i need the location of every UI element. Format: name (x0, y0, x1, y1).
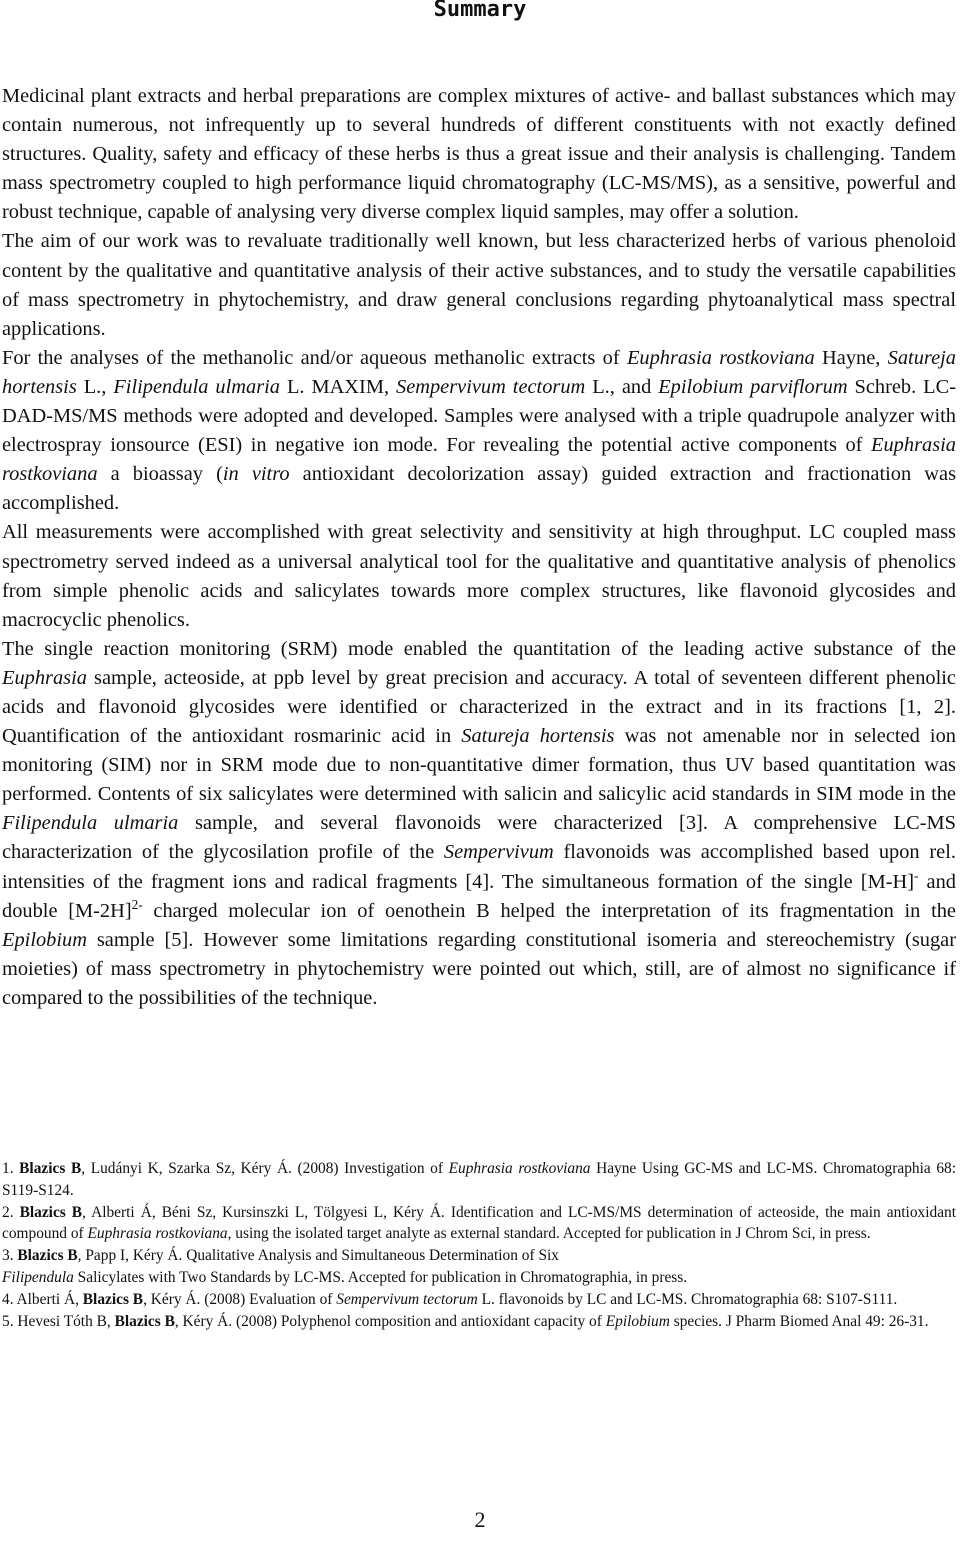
author-highlight: Blazics B (17, 1247, 78, 1265)
text-run: , Papp I, Kéry Á. Qualitative Analysis and Simultaneous Determination of Six (77, 1247, 559, 1265)
text-run: , using the isolated target analyte as external standard. Accepted for publication in J Chrom Sci, in press. (227, 1225, 871, 1243)
italic-run: Epilobium parviflorum (658, 375, 848, 398)
italic-run: Euphrasia rostkoviana (448, 1160, 591, 1177)
text-run: Medicinal plant extracts and herbal preparations are complex mixtures of active- and ballast substances which may contain numerous, not infrequently up to several hundreds of different constituents with not exactly defined structures. Quality, safety and efficacy of these herbs is thus a great issue and their analysis is challenging. Tandem mass spectrometry coupled to high performance liquid chromatography (LC-MS/MS), as a sensitive, powerful and robust technique, capable of analysing very diverse complex liquid samples, may offer a solution. (2, 85, 956, 224)
italic-run: Filipendula ulmaria (113, 375, 280, 398)
italic-run: Euphrasia rostkoviana (87, 1225, 228, 1243)
text-run: species. J Pharm Biomed Anal 49: 26-31. (669, 1312, 929, 1330)
reference-list (2, 1158, 956, 1332)
text-run: 3. (2, 1247, 18, 1265)
text-run: , Kéry Á. (2008) Evaluation of (143, 1290, 337, 1308)
italic-run: Satureja hortensis (461, 725, 615, 748)
italic-run: Sempervivum tectorum (336, 1290, 478, 1308)
text-run: 1. (2, 1160, 20, 1177)
text-run: The aim of our work was to revaluate traditionally well known, but less characterized herbs of various phenoloid content by the qualitative and quantitative analysis of their active substances, and to study the versatile capabilities of mass spectrometry in phytochemistry, and draw general conclusions regarding phytoanalytical mass spectral applications. (2, 230, 956, 340)
text-run: charged molecular ion of oenothein B helped the interpretation of its fragmentation in the (142, 899, 956, 922)
italic-run: Euphrasia rostkoviana (626, 346, 815, 369)
text-run: L. flavonoids by LC and LC-MS. Chromatographia 68: S107-S111. (477, 1290, 898, 1308)
italic-run: Epilobium (2, 928, 87, 951)
italic-run: in vitro (222, 463, 290, 486)
text-run: All measurements were accomplished with great selectivity and sensitivity at high throughput. LC coupled mass spectrometry served indeed as a universal analytical tool for the qualitative and quantitative analysis of phenolics from simple phenolic acids and salicylates towards more complex structures, like flavonoid glycosides and macrocyclic phenolics. (2, 521, 956, 631)
reference-item-5 (2, 1311, 956, 1333)
text-run: sample, and several flavonoids were characterized [3]. A comprehensive LC-MS characterization of the glycosilation profile of the (2, 812, 956, 864)
reference-item-2 (2, 1202, 956, 1246)
text-run: L., and (585, 375, 659, 398)
text-run: 5. Hevesi Tóth B, (2, 1312, 115, 1330)
text-run: For the analyses of the methanolic and/or aqueous methanolic extracts of (2, 346, 627, 369)
italic-run: Euphrasia (2, 666, 87, 689)
text-run: sample, acteoside, at ppb level by great precision and accuracy. A total of seventeen different phenolic acids and flavonoid glycosides were identified or characterized in the extract and in its fractions [1, 2]. Quantification of the antioxidant rosmarinic acid in (2, 666, 956, 748)
italic-run: Sempervivum (443, 841, 554, 864)
text-run: Salicylates with Two Standards by LC-MS. Accepted for publication in Chromatographia, in press. (73, 1268, 688, 1286)
page-title: Summary (433, 0, 527, 22)
author-highlight: Blazics B (19, 1160, 82, 1177)
text-run: , Alberti Á, Béni Sz, Kursinszki L, Tölgyesi L, Kéry Á. Identification and LC-MS/MS determination of acteoside, the main antioxidant compound of (2, 1203, 957, 1243)
text-run: sample [5]. However some limitations regarding constitutional isomeria and stereochemistry (sugar moieties) of mass spectrometry in phytochemistry were pointed out which, still, are of almost no significance if compared to the possibilities of the technique. (2, 928, 956, 1009)
text-run: was not amenable nor in selected ion monitoring (SIM) nor in SRM mode due to non-quantitative dimer formation, thus UV based quantitation was performed. Contents of six salicylates were determined with salicin and salicylic acid standards in SIM mode in the (2, 725, 956, 806)
summary-body (2, 82, 956, 1013)
text-run: , Ludányi K, Szarka Sz, Kéry Á. (2008) Investigation of (81, 1160, 449, 1177)
summary-paragraph-1 (2, 82, 956, 227)
page-number: 2 (474, 1507, 486, 1532)
italic-run: Filipendula ulmaria (2, 812, 179, 835)
text-run: L. MAXIM, (280, 375, 396, 398)
text-run: antioxidant decolorization assay) guided extraction and fractionation was accomplished. (2, 463, 957, 515)
author-highlight: Blazics B (82, 1290, 144, 1308)
italic-run: Filipendula (2, 1268, 74, 1286)
summary-paragraph-4 (2, 518, 956, 634)
text-run: 4. Alberti Á, (2, 1290, 83, 1308)
italic-run: Sempervivum tectorum (396, 375, 586, 398)
text-run: 2. (2, 1203, 20, 1221)
text-run: and double [M-2H] (2, 870, 956, 922)
text-run: Hayne Using GC-MS and LC-MS. Chromatographia 68: S119-S124. (2, 1160, 956, 1199)
reference-item-1 (2, 1158, 956, 1202)
summary-paragraph-5 (2, 635, 956, 1013)
text-run: , Kéry Á. (2008) Polyphenol composition and antioxidant capacity of (174, 1312, 606, 1330)
italic-run: Euphrasia rostkoviana (2, 434, 956, 486)
text-run: a bioassay ( (97, 463, 223, 486)
text-run: flavonoids was accomplished based upon rel. intensities of the fragment ions and radical fragments [4]. The simultaneous formation of the single [M-H] (2, 841, 956, 893)
charge-superscript: 2- (131, 896, 143, 912)
summary-paragraph-3 (2, 344, 956, 519)
charge-superscript: - (914, 867, 919, 883)
italic-run: Epilobium (605, 1312, 670, 1330)
author-highlight: Blazics B (114, 1312, 175, 1330)
text-run: The single reaction monitoring (SRM) mode enabled the quantitation of the leading active substance of the (2, 637, 956, 660)
text-run: L., (76, 375, 114, 398)
text-run: Schreb. LC-DAD-MS/MS methods were adopted and developed. Samples were analysed with a triple quadrupole analyzer with electrospray ionsource (ESI) in negative ion mode. For revealing the potential active components of (2, 375, 957, 457)
summary-paragraph-2 (2, 227, 956, 343)
reference-item-3 (2, 1245, 956, 1289)
reference-item-4 (2, 1289, 956, 1311)
author-highlight: Blazics B (19, 1203, 83, 1221)
text-run: Hayne, (814, 346, 888, 369)
italic-run: Satureja hortensis (2, 346, 956, 398)
